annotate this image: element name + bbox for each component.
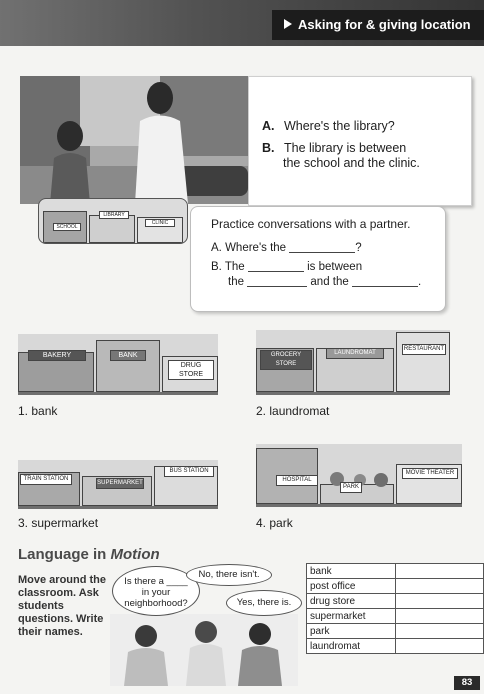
dialog-b-text-2: the school and the clinic.	[283, 156, 420, 170]
bank-building	[96, 340, 160, 392]
caption-3-number: 3.	[18, 516, 29, 530]
street-illustration-1	[18, 334, 218, 395]
practice-b-text: The	[224, 261, 245, 273]
practice-b-line2-start: the	[228, 276, 244, 288]
lim-title-italic: Motion	[110, 546, 160, 563]
practice-a-end: ?	[355, 242, 362, 254]
caption-2	[256, 404, 329, 418]
movie-theater-sign: MOVIE THEATER	[402, 468, 458, 479]
table-row	[307, 609, 484, 624]
caption-4-number: 4.	[256, 516, 267, 530]
table-cell-name[interactable]	[395, 639, 483, 654]
street-illustration-3	[18, 460, 218, 509]
table-row	[307, 594, 484, 609]
clinic-sign: CLINIC	[145, 219, 175, 227]
students-illustration	[110, 614, 298, 686]
bubble-no-text: No, there isn't.	[198, 569, 260, 580]
practice-blank-1[interactable]	[289, 252, 355, 253]
bus-station-sign: BUS STATION	[164, 466, 214, 477]
restaurant-building	[396, 332, 450, 392]
caption-1	[18, 404, 57, 418]
table-cell-name[interactable]	[395, 609, 483, 624]
practice-b-end: .	[417, 276, 422, 288]
section-tab	[272, 10, 484, 40]
caption-3	[18, 516, 98, 530]
table-cell-name[interactable]	[395, 564, 483, 579]
practice-line-a	[211, 241, 445, 256]
table-row	[307, 624, 484, 639]
speaker-b-letter: B.	[262, 141, 275, 155]
speech-bubble-yes	[226, 590, 302, 616]
bubble-question-text: Is there a ____ in your neighborhood?	[124, 576, 188, 609]
dialog-a-text: Where's the library?	[283, 119, 395, 133]
bubble-yes-text: Yes, there is.	[236, 597, 292, 608]
table-cell-place: laundromat	[307, 639, 396, 654]
library-sign: LIBRARY	[99, 211, 129, 219]
lim-title-plain: Language in	[18, 546, 111, 563]
practice-box	[190, 206, 446, 312]
table-cell-place: drug store	[307, 594, 396, 609]
photo-two-people	[20, 76, 248, 204]
table-cell-name[interactable]	[395, 579, 483, 594]
practice-line-b2	[211, 275, 445, 290]
practice-title: Practice conversations with a partner.	[211, 217, 411, 231]
caption-4-label: park	[269, 516, 293, 530]
practice-blank-4[interactable]	[352, 286, 418, 287]
street-illustration-2	[256, 330, 450, 395]
practice-b-letter: B.	[211, 261, 222, 273]
practice-b-mid: is between	[307, 261, 363, 273]
caption-4	[256, 516, 293, 530]
grocery-store-sign: GROCERY STORE	[260, 350, 312, 370]
caption-3-label: supermarket	[31, 516, 99, 530]
dialog-line-b	[262, 141, 406, 156]
play-arrow-icon	[284, 19, 292, 29]
table-cell-place: supermarket	[307, 609, 396, 624]
street-illustration-4	[256, 444, 462, 507]
table-row	[307, 639, 484, 654]
practice-a-text: Where's the	[225, 242, 287, 254]
practice-b-and: and the	[310, 276, 349, 288]
restaurant-sign: RESTAURANT	[402, 344, 446, 355]
table-cell-place: post office	[307, 579, 396, 594]
library-building	[89, 215, 135, 243]
table-row	[307, 579, 484, 594]
table-cell-name[interactable]	[395, 594, 483, 609]
language-in-motion-title	[18, 546, 160, 563]
speech-bubble-no	[186, 564, 272, 586]
section-title: Asking for & giving location	[298, 17, 471, 32]
lim-instructions: Move around the classroom. Ask students questions. Write their names.	[18, 574, 107, 638]
dialog-b-text-1: The library is between	[283, 141, 407, 155]
caption-2-number: 2.	[256, 404, 267, 418]
train-station-sign: TRAIN STATION	[20, 474, 72, 485]
caption-2-label: laundromat	[269, 404, 330, 418]
tree-icon	[374, 473, 388, 487]
bank-sign: BANK	[110, 350, 146, 361]
speaker-a-letter: A.	[262, 119, 275, 133]
hospital-sign: HOSPITAL	[276, 475, 318, 486]
bakery-sign: BAKERY	[28, 350, 86, 361]
table-cell-place: bank	[307, 564, 396, 579]
mini-street-illustration	[38, 198, 188, 244]
school-sign: SCHOOL	[53, 223, 81, 231]
caption-1-label: bank	[31, 404, 58, 418]
names-table	[306, 563, 484, 654]
dialog-line-a	[262, 119, 395, 134]
caption-1-number: 1.	[18, 404, 29, 418]
drug-store-sign: DRUG STORE	[168, 360, 214, 380]
laundromat-sign: LAUNDROMAT	[326, 348, 384, 359]
practice-a-letter: A.	[211, 242, 222, 254]
practice-blank-2[interactable]	[248, 271, 304, 272]
table-row	[307, 564, 484, 579]
practice-line-b	[211, 260, 445, 275]
table-cell-name[interactable]	[395, 624, 483, 639]
supermarket-sign: SUPERMARKET	[96, 478, 144, 489]
table-cell-place: park	[307, 624, 396, 639]
page-number: 83	[454, 676, 480, 690]
park-sign: PARK	[340, 482, 362, 493]
practice-blank-3[interactable]	[247, 286, 307, 287]
